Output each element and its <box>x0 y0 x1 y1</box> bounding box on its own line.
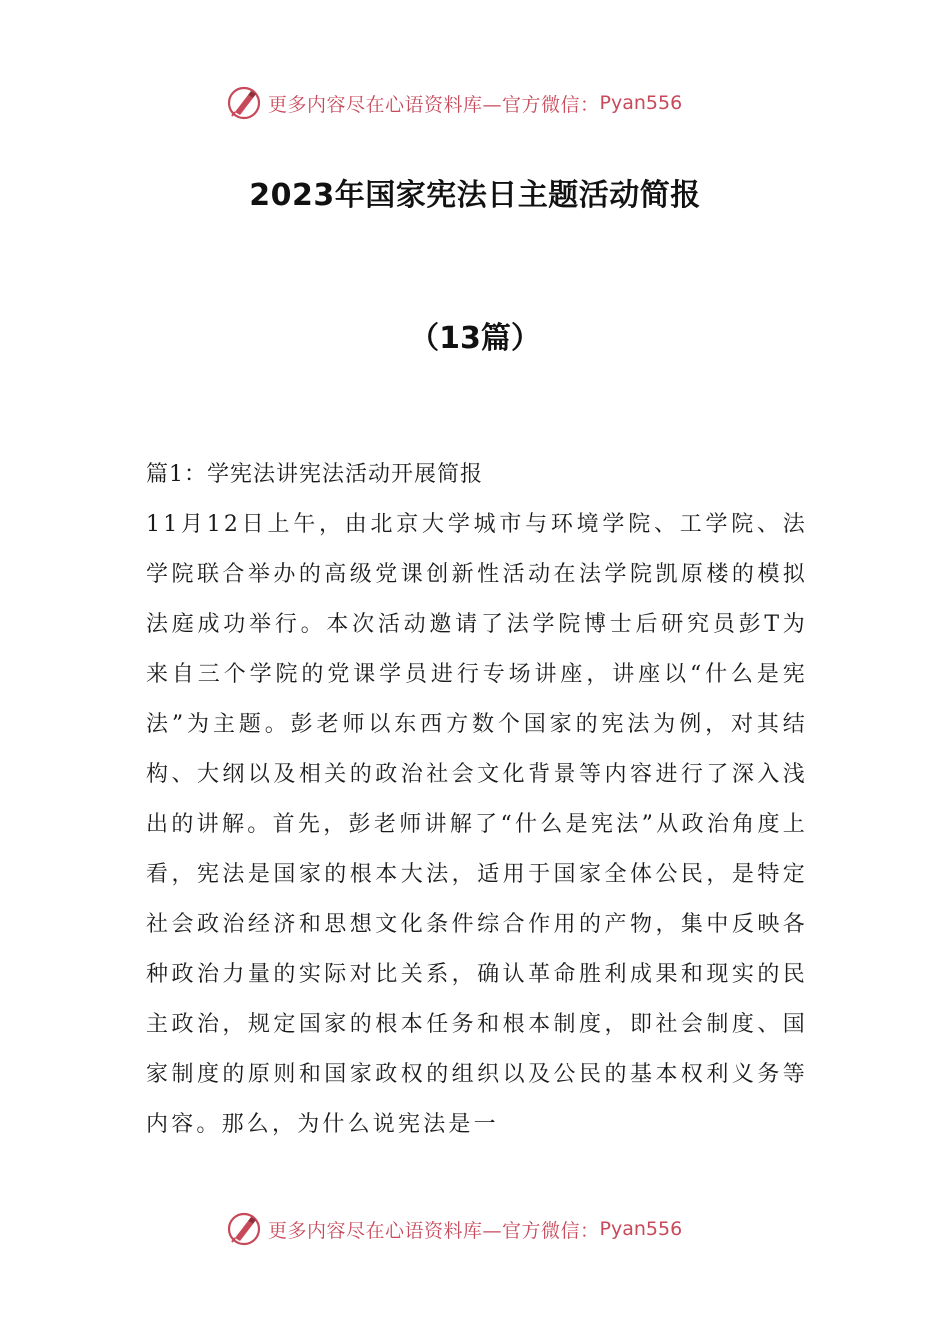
document-subtitle: （13篇） <box>409 321 541 356</box>
pen-nib-logo-icon <box>226 1211 262 1247</box>
banner-wechat-id: Pyan556 <box>599 92 683 114</box>
body-paragraph: 11月12日上午，由北京大学城市与环境学院、工学院、法学院联合举办的高级党课创新性活动在法学院凯原楼的模拟法庭成功举行。本次活动邀请了法学院博士后研究员彭T为来自三个学院的党课学员进行专场讲座，讲座以“什么是宪法”为主题。彭老师以东西方数个国家的宪法为例，对其结构、大纲以及相关的政治社会文化背景等内容进行了深入浅出的讲解。首先，彭老师讲解了“什么是宪法”从政治角度上看，宪法是国家的根本大法，适用于国家全体公民，是特定社会政治经济和思想文化条件综合作用的产物，集中反映各种政治力量的实际对比关系，确认革命胜利成果和现实的民主政治，规定国家的根本任务和根本制度，即社会制度、国家制度的原则和国家政权的组织以及公民的基本权利义务等内容。那么，为什么说宪法是一 <box>146 512 808 1137</box>
section-heading: 篇1：学宪法讲宪法活动开展简报 <box>146 462 483 487</box>
document-body <box>146 450 808 1150</box>
document-title: 2023年国家宪法日主题活动简报 <box>249 178 701 213</box>
footer-wechat-id: Pyan556 <box>599 1218 683 1240</box>
footer-slogan: 更多内容尽在心语资料库—官方微信： <box>268 1219 600 1242</box>
footer-banner <box>226 1209 746 1249</box>
header-banner <box>226 83 746 123</box>
pen-nib-logo-icon <box>226 85 262 121</box>
banner-slogan: 更多内容尽在心语资料库—官方微信： <box>268 93 600 116</box>
